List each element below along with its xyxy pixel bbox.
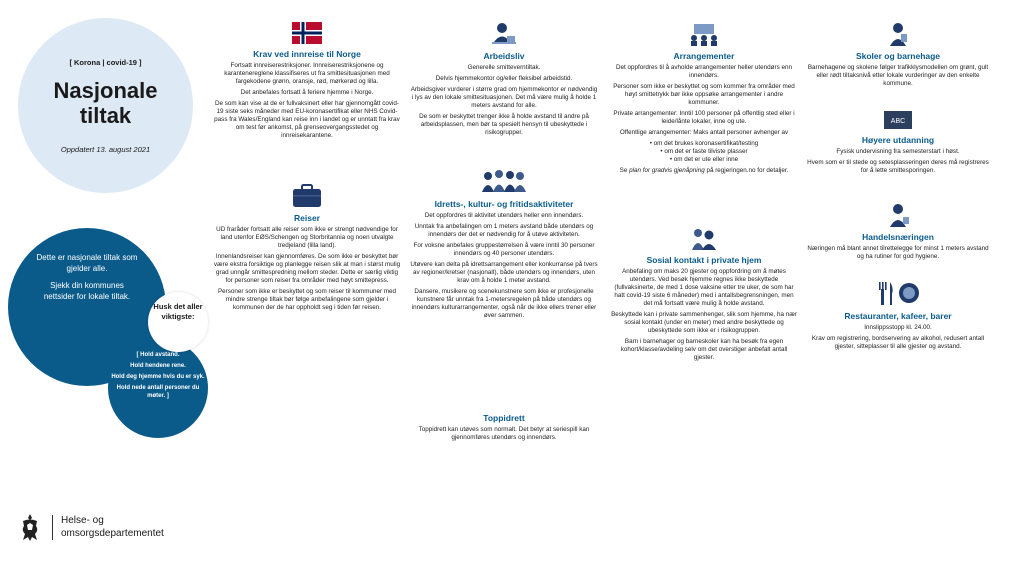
updated-date: Oppdatert 13. august 2021	[60, 145, 151, 154]
section-restauranter	[805, 280, 991, 354]
coat-of-arms-lion-icon	[18, 512, 42, 542]
idrett-p3: For voksne anbefales gruppestørrelsen å være inntil 30 personer innendørs og 40 personer utendørs.	[413, 242, 595, 257]
skoler-p1: Barnehagene og skolene følger trafikklysmodellen om grønt, gult eller rødt tiltaksnivå etter lokale vurderinger av den enkelte kommune.	[807, 64, 989, 87]
innreise-p2: Det anbefales fortsatt å feriere hjemme i Norge.	[240, 89, 374, 96]
arrangementer-bullet-3: • om det er ute eller inne	[669, 156, 739, 163]
title-line-1: Nasjonale	[53, 78, 158, 103]
arrangementer-p1: Det oppfordres til å avholde arrangementer heller utendørs enn innendørs.	[615, 64, 793, 79]
chalkboard-text: ABC	[890, 118, 906, 125]
idrett-p2: Unntak fra anbefalingen om 1 meters avstand både utendørs og innendørs der det er nødvendig for å utøve aktiviteten.	[414, 223, 594, 238]
arbeidsliv-p1: Generelle smitteverntiltak.	[467, 64, 541, 71]
arrangementer-p2: Personer som ikke er beskyttet og som kommer fra områder med høyt smittetrykk bør ikke oppsøke arrangementer i andre kommuner.	[613, 83, 795, 106]
idrett-p4: Utøvere kan delta på idrettsarrangement eller konkurranse på tvers av regioner/kretser (nasjonalt), både utendørs og innendørs, uten krav om å holde 1 meter avstand.	[410, 261, 598, 284]
shopper-icon	[886, 203, 910, 227]
department-name	[52, 515, 164, 540]
arbeidsliv-p3: Arbeidsgiver vurderer i større grad om hjemmekontor er nødvendig i lys av den lokale smittesituasjonen. Det må være mulig å holde 1 meters avstand for alle.	[410, 86, 598, 109]
handel-p1: Næringen må blant annet tilrettelegge for minst 1 meters avstand og ha rutiner for god hygiene.	[807, 245, 989, 260]
norway-flag-icon	[292, 22, 322, 44]
reiser-title: Reiser	[294, 213, 320, 223]
section-handel	[805, 203, 991, 264]
handel-title: Handelsnæringen	[862, 232, 934, 242]
plan-link[interactable]: plan for gradvis gjenåpning	[629, 167, 705, 174]
section-arbeidsliv	[410, 22, 598, 140]
remember-circle	[148, 292, 208, 352]
section-toppidrett	[410, 413, 598, 445]
info-line-2: Sjekk din kommunes nettsider for lokale tiltak.	[43, 281, 131, 301]
child-student-icon	[887, 22, 909, 46]
arbeidsliv-p2: Delvis hjemmekontor og/eller fleksibel arbeidstid.	[435, 75, 573, 82]
innreise-p3: De som kan vise at de er fullvaksinert eller har gjennomgått covid-19 siste seks måneder med EU-koronasertifikat eller NHS Covid-pass fra Wales/England kan reise inn i landet og er unntatt fra krav om test før ankomst, på grenseovergangsstedet og innreisekarantene.	[214, 100, 400, 139]
dept-line-1: Helse- og	[61, 515, 104, 526]
arrangementer-p3: Private arrangementer: Inntil 100 personer på offentlig sted eller i leide/lånte lokaler, inne og ute.	[613, 110, 795, 125]
arbeidsliv-p4: De som er beskyttet trenger ikke å holde avstand til andre på arbeidsplassen, men bør ta spesielt hensyn til ubeskyttede i risikogrupper.	[419, 113, 589, 136]
chalkboard-icon	[883, 110, 913, 130]
sosial-p3: Barn i barnehager og barneskoler kan ha besøk fra egen kohort/klasse/avdeling selv om det overstiger anbefalt antall gjester.	[620, 338, 788, 361]
audience-icon	[688, 22, 720, 46]
suitcase-icon	[292, 184, 322, 208]
section-idrett	[410, 168, 598, 323]
arrangementer-p5-pre: Se	[619, 167, 630, 174]
office-worker-icon	[491, 22, 517, 46]
toppidrett-title: Toppidrett	[483, 413, 525, 423]
reiser-p1: UD fraråder fortsatt alle reiser som ikke er strengt nødvendige for land utenfor EØS/Schengen og Storbritannia og noen utvalgte tredjeland (lilla land).	[216, 226, 398, 249]
arrangementer-title: Arrangementer	[673, 51, 735, 61]
restauranter-title: Restauranter, kafeer, barer	[844, 311, 952, 321]
arbeidsliv-title: Arbeidsliv	[483, 51, 525, 61]
section-reiser	[212, 184, 402, 315]
innreise-title: Krav ved innreise til Norge	[253, 49, 361, 59]
reiser-p3: Personer som ikke er beskyttet og som reiser til kommuner med mindre strenge tiltak bør følge anbefalingene som gjelder i kommunen der de har oppholdt seg i tiden før reisen.	[217, 288, 397, 311]
idrett-p5: Dansere, musikere og scenekunstnere som ikke er profesjonelle kunstnere får unntak fra 1-metersregelen på både utendørs og innendørs kulturarrangementer, også når de ikke ellers trener eller øver sammen.	[411, 288, 597, 319]
hoyere-p1: Fysisk undervisning fra semesterstart i høst.	[836, 148, 960, 155]
info-text	[8, 252, 166, 308]
cutlery-plate-icon	[876, 280, 920, 306]
section-arrangementer	[610, 22, 798, 178]
idrett-title: Idretts-, kultur- og fritidsaktiviteter	[434, 199, 574, 209]
remember-title: Husk det aller viktigste:	[153, 302, 203, 321]
arrangementer-p4: Offentlige arrangementer: Maks antall personer avhenger av	[619, 129, 789, 136]
remember-item-2: Hold hendene rene.	[130, 363, 186, 369]
page-title	[18, 78, 193, 128]
remember-list	[108, 351, 208, 403]
title-line-2: tiltak	[79, 103, 132, 128]
section-innreise	[212, 22, 402, 143]
remember-item-4: Hold nede antall personer du møter. ]	[116, 385, 200, 399]
skoler-title: Skoler og barnehage	[855, 51, 941, 61]
toppidrett-p1: Toppidrett kan utøves som normalt. Det betyr at seriespill kan gjennomføres utendørs og innendørs.	[418, 426, 590, 441]
reiser-p2: Innenlandsreiser kan gjennomføres. De som ikke er beskyttet bør være ekstra forsiktige og planlegge reisen slik at man i størst mulig grad unngår smittespredning mellom steder. Dette er særlig viktig for personer som reiser fra områder med høyt smittepress.	[213, 253, 401, 284]
section-skoler	[805, 22, 991, 91]
remember-item-3: Hold deg hjemme hvis du er syk.	[111, 374, 205, 380]
people-talking-icon	[690, 226, 718, 250]
sosial-title: Sosial kontakt i private hjem	[646, 255, 762, 265]
topic-tag: [ Korona | covid-19 ]	[69, 58, 142, 67]
arrangementer-p5	[610, 167, 798, 175]
remember-item-1: [ Hold avstand.	[136, 352, 180, 358]
innreise-p1: Fortsatt innreiserestriksjoner. Innreiserestriksjonene og karantenereglene klassifiseres ut fra smittesituasjonen med fargekodene grønn, oransje, rød, mørkerød og lilla.	[224, 62, 390, 85]
hoyere-title: Høyere utdanning	[861, 135, 935, 145]
section-sosial	[610, 226, 798, 365]
arrangementer-bullet-2: • om det er faste tilviste plasser	[660, 148, 748, 155]
sosial-p1: Anbefaling om maks 20 gjester og oppfordring om å møtes utendørs. Ved besøk hjemme regnes ikke beskyttede (fullvaksinerte, de med 1 dose vaksine etter tre uker, de som har hatt covid-19 siste 6 måneder) med i antallsbegrensningen, men det må fortsatt være mulig å holde avstand.	[614, 268, 794, 307]
restauranter-p2: Krav om registrering, bordservering av alkohol, redusert antall gjester, sitteplasser til alle gjester og avstand.	[811, 335, 985, 350]
arrangementer-bullet-1: • om det brukes koronasertifikat/testing	[649, 140, 759, 147]
hoyere-p2: Hvem som er til stede og setesplasseringen deres må registreres for å lette smittesporingen.	[807, 159, 989, 174]
sosial-p2: Beskyttede kan i private sammenhenger, slik som hjemme, ha nær sosial kontakt (under en meter) med andre beskyttede og ubeskyttede som ikke er i risikogruppen.	[611, 311, 797, 334]
info-line-1: Dette er nasjonale tiltak som gjelder alle.	[36, 253, 138, 273]
arrangementer-p5-post: på regjeringen.no for detaljer.	[704, 167, 789, 174]
section-hoyere	[805, 110, 991, 178]
group-people-icon	[480, 168, 528, 194]
dept-line-2: omsorgsdepartementet	[61, 527, 164, 539]
restauranter-p1: Innslippsstopp kl. 24.00.	[864, 324, 932, 331]
idrett-p1: Det oppfordres til aktivitet utendørs heller enn innendørs.	[424, 212, 584, 219]
